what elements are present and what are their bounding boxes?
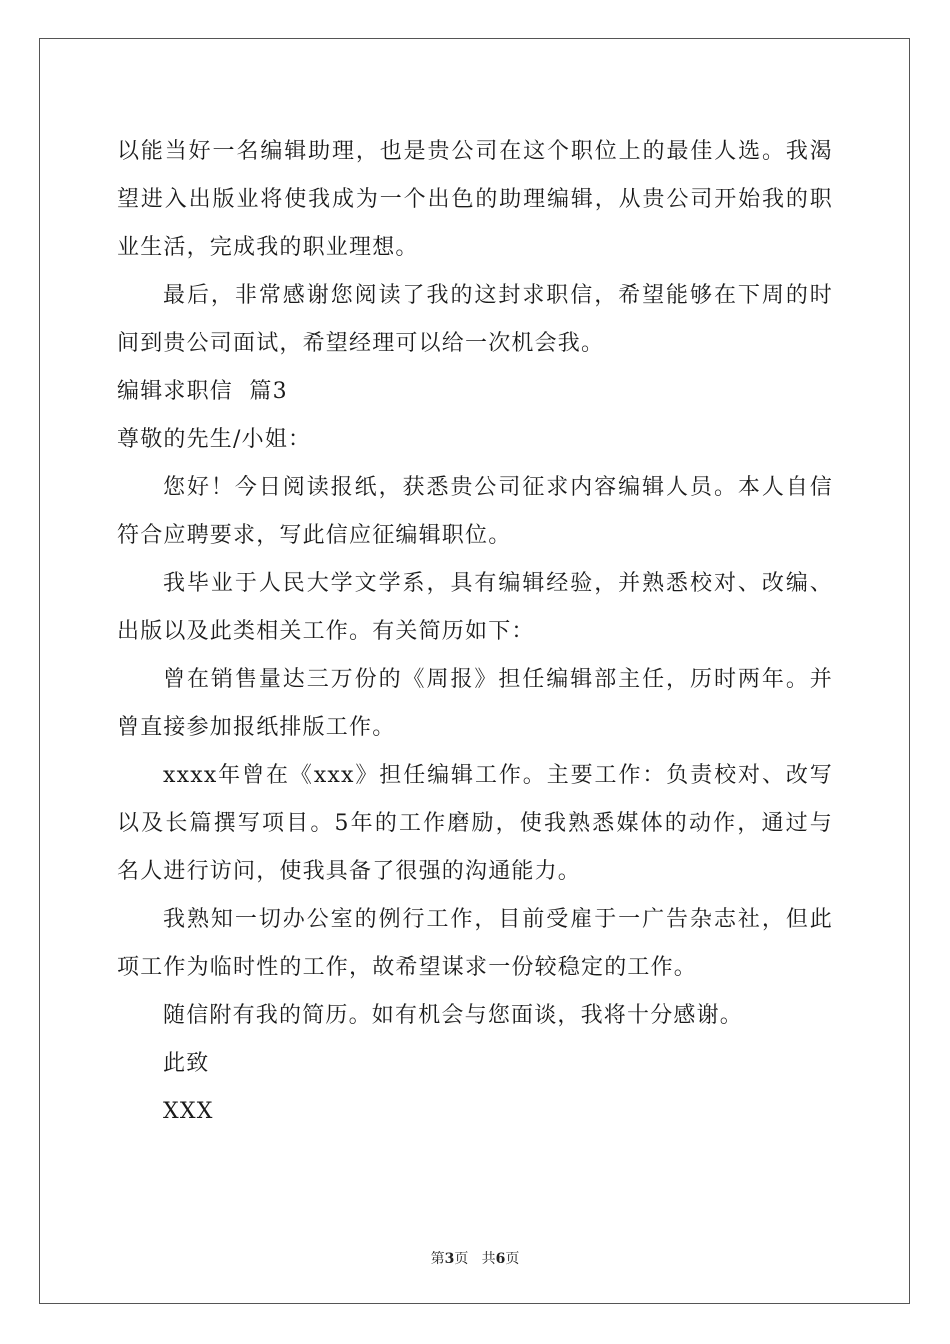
text-line: 我熟知一切办公室的例行工作，目前受雇于一广告杂志社，但此	[163, 907, 833, 932]
text-line: 曾在销售量达三万份的《周报》担任编辑部主任，历时两年。并	[163, 667, 833, 692]
text-line: 项工作为临时性的工作，故希望谋求一份较稳定的工作。	[117, 955, 698, 980]
text-line: 符合应聘要求，写此信应征编辑职位。	[117, 523, 512, 548]
text-line: 间到贵公司面试，希望经理可以给一次机会我。	[117, 331, 605, 356]
text-line: 以能当好一名编辑助理，也是贵公司在这个职位上的最佳人选。我渴	[117, 139, 833, 164]
text-line: 您好！今日阅读报纸，获悉贵公司征求内容编辑人员。本人自信	[163, 475, 833, 500]
page-number: 3	[444, 1251, 455, 1267]
text-line: 业生活，完成我的职业理想。	[117, 235, 419, 260]
page-suffix: 页	[454, 1251, 469, 1267]
closing: 此致	[163, 1051, 210, 1076]
text-line: 曾直接参加报纸排版工作。	[117, 715, 396, 740]
page-footer	[0, 1248, 950, 1268]
text-line: 随信附有我的简历。如有机会与您面谈，我将十分感谢。	[163, 1003, 744, 1028]
section-heading: 编辑求职信 篇3	[117, 379, 288, 404]
page-prefix: 第	[430, 1251, 445, 1267]
text-line: 出版以及此类相关工作。有关简历如下：	[117, 619, 535, 644]
text-line: 以及长篇撰写项目。5年的工作磨励，使我熟悉媒体的动作，通过与	[117, 811, 833, 836]
total-prefix: 共	[481, 1251, 496, 1267]
text-line: 我毕业于人民大学文学系，具有编辑经验，并熟悉校对、改编、	[163, 571, 833, 596]
text-line: 名人进行访问，使我具备了很强的沟通能力。	[117, 859, 582, 884]
letter-body	[117, 128, 833, 1136]
signature: XXX	[163, 1099, 214, 1124]
total-pages: 6	[495, 1251, 506, 1267]
total-suffix: 页	[505, 1251, 520, 1267]
text-line: 望进入出版业将使我成为一个出色的助理编辑，从贵公司开始我的职	[117, 187, 833, 212]
salutation: 尊敬的先生/小姐：	[117, 427, 312, 452]
text-line: xxxx年曾在《xxx》担任编辑工作。主要工作：负责校对、改写	[163, 763, 833, 788]
text-line: 最后，非常感谢您阅读了我的这封求职信，希望能够在下周的时	[163, 283, 833, 308]
